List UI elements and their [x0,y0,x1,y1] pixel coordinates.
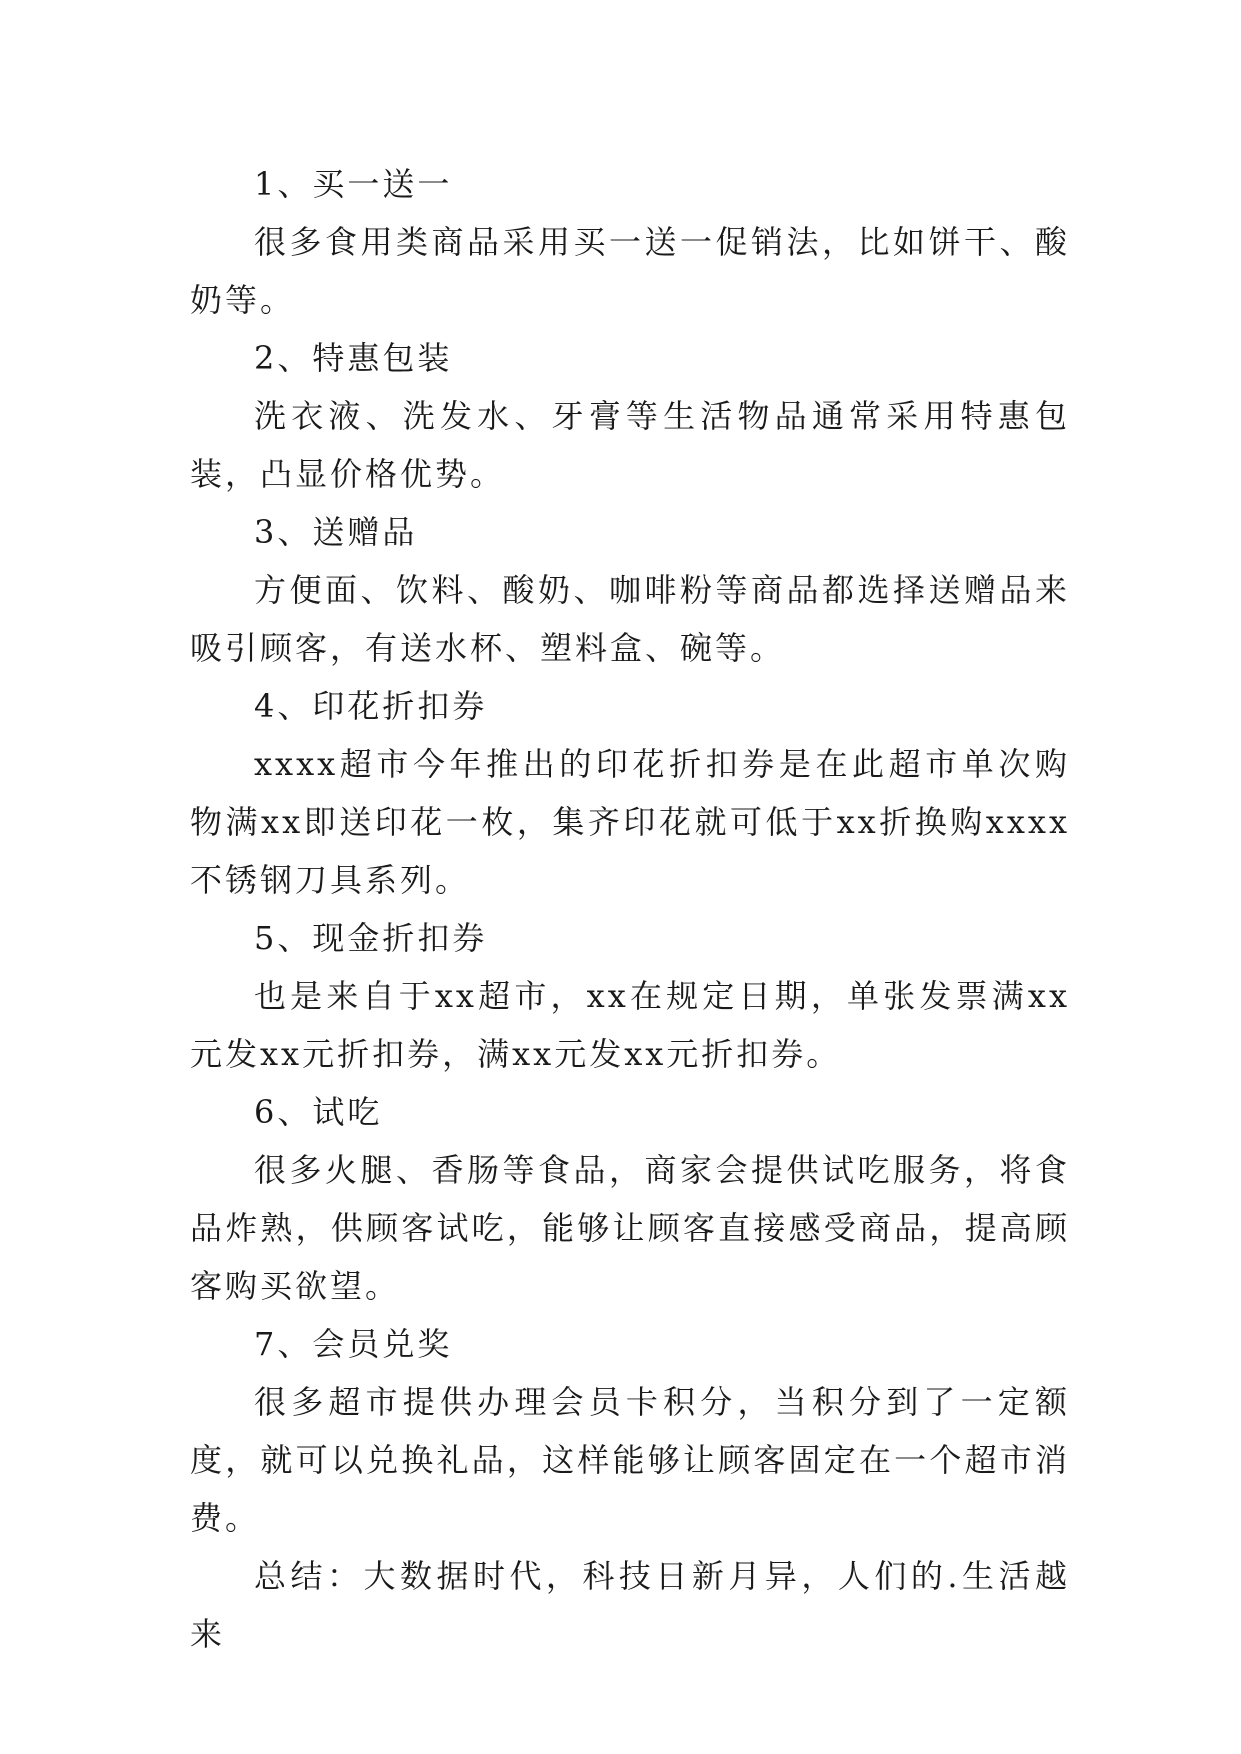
heading-free-tasting: 6、试吃 [254,1093,383,1131]
paragraph-cash-coupons: 也是来自于xx超市，xx在规定日期，单张发票满xx元发xx元折扣券，满xx元发xx元折扣券。 [190,977,1070,1073]
heading-cash-coupons: 5、现金折扣券 [254,919,488,957]
paragraph-summary: 总结：大数据时代，科技日新月异，人们的.生活越来 [190,1557,1070,1653]
paragraph-free-tasting: 很多火腿、香肠等食品，商家会提供试吃服务，将食品炸熟，供顾客试吃，能够让顾客直接感受商品，提高顾客购买欲望。 [190,1151,1070,1305]
paragraph-special-packaging: 洗衣液、洗发水、牙膏等生活物品通常采用特惠包装，凸显价格优势。 [190,397,1070,493]
heading-stamp-coupons: 4、印花折扣券 [254,687,488,725]
heading-buy-one-get-one: 1、买一送一 [254,165,453,203]
heading-member-rewards: 7、会员兑奖 [254,1325,453,1363]
heading-special-packaging: 2、特惠包装 [254,339,453,377]
paragraph-member-rewards: 很多超市提供办理会员卡积分，当积分到了一定额度，就可以兑换礼品，这样能够让顾客固定在一个超市消费。 [190,1383,1070,1537]
paragraph-stamp-coupons: xxxx超市今年推出的印花折扣券是在此超市单次购物满xx即送印花一枚，集齐印花就可低于xx折换购xxxx不锈钢刀具系列。 [190,745,1070,899]
document-body [190,155,1070,1663]
heading-free-gifts: 3、送赠品 [254,513,418,551]
paragraph-buy-one-get-one: 很多食用类商品采用买一送一促销法，比如饼干、酸奶等。 [190,223,1070,319]
paragraph-free-gifts: 方便面、饮料、酸奶、咖啡粉等商品都选择送赠品来吸引顾客，有送水杯、塑料盒、碗等。 [190,571,1070,667]
